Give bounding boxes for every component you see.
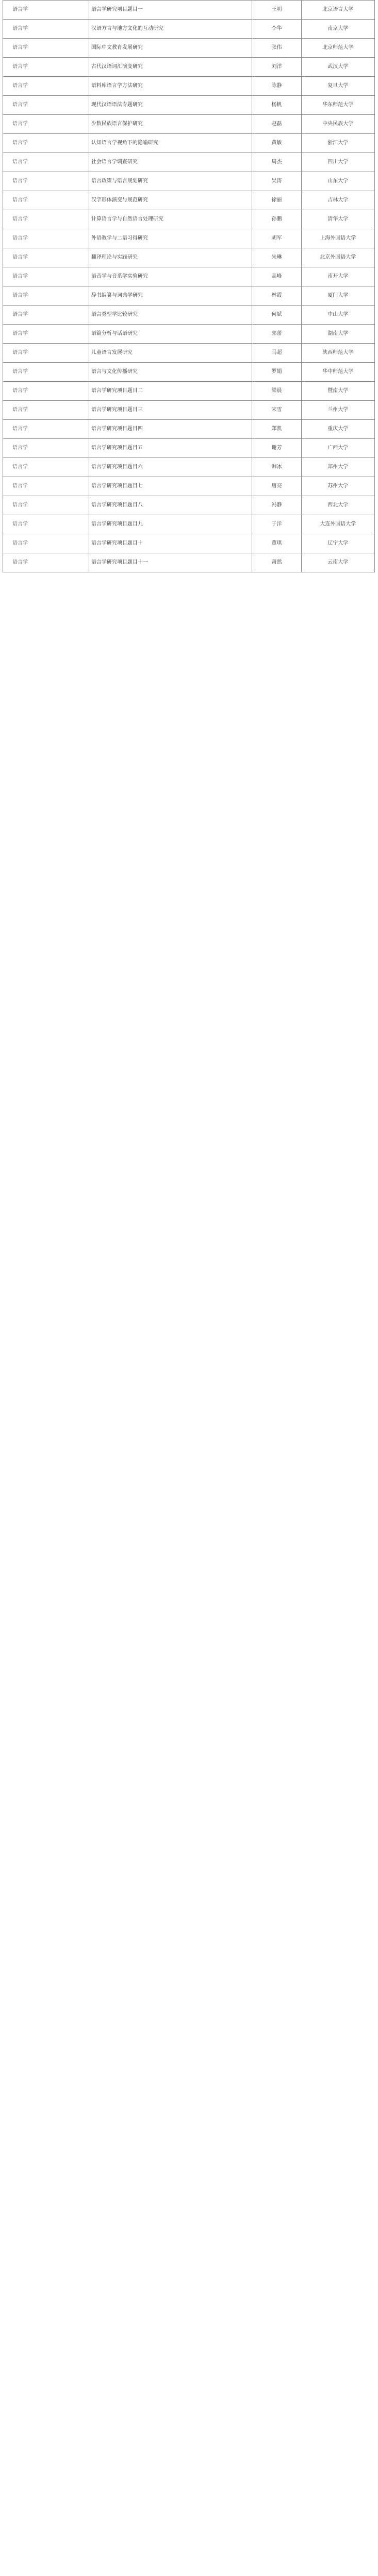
category-cell: 语言学 bbox=[3, 458, 89, 477]
table-row bbox=[3, 229, 375, 248]
project-title-cell: 语言学研究项目题目九 bbox=[89, 515, 252, 534]
principal-name-cell: 林霞 bbox=[252, 286, 301, 306]
principal-name-cell: 李华 bbox=[252, 20, 301, 39]
category-cell: 语言学 bbox=[3, 96, 89, 115]
institution-cell: 南京大学 bbox=[301, 20, 374, 39]
table-row bbox=[3, 401, 375, 420]
project-title-cell: 汉语方言与地方文化的互动研究 bbox=[89, 20, 252, 39]
document-page bbox=[3, 0, 375, 572]
table-row bbox=[3, 1, 375, 20]
institution-cell: 上海外国语大学 bbox=[301, 229, 374, 248]
institution-cell: 清华大学 bbox=[301, 210, 374, 229]
principal-name-cell: 周杰 bbox=[252, 153, 301, 172]
category-cell: 语言学 bbox=[3, 534, 89, 553]
table-row bbox=[3, 496, 375, 515]
table-row bbox=[3, 344, 375, 363]
principal-name-cell: 郭蕾 bbox=[252, 325, 301, 344]
principal-name-cell: 宋雪 bbox=[252, 401, 301, 420]
project-title-cell: 语言政策与语言规划研究 bbox=[89, 172, 252, 191]
institution-cell: 兰州大学 bbox=[301, 401, 374, 420]
institution-cell: 北京语言大学 bbox=[301, 1, 374, 20]
institution-cell: 苏州大学 bbox=[301, 477, 374, 496]
table-row bbox=[3, 115, 375, 134]
project-title-cell: 国际中文教育发展研究 bbox=[89, 39, 252, 58]
institution-cell: 广西大学 bbox=[301, 439, 374, 458]
category-cell: 语言学 bbox=[3, 420, 89, 439]
project-title-cell: 语言与文化传播研究 bbox=[89, 363, 252, 382]
table-row bbox=[3, 191, 375, 210]
table-row bbox=[3, 58, 375, 77]
project-title-cell: 语言学研究项目题目十一 bbox=[89, 553, 252, 572]
principal-name-cell: 黄敏 bbox=[252, 134, 301, 153]
table-body bbox=[3, 1, 375, 572]
institution-cell: 华中师范大学 bbox=[301, 363, 374, 382]
principal-name-cell: 唐亮 bbox=[252, 477, 301, 496]
category-cell: 语言学 bbox=[3, 1, 89, 20]
institution-cell: 重庆大学 bbox=[301, 420, 374, 439]
category-cell: 语言学 bbox=[3, 229, 89, 248]
principal-name-cell: 刘洋 bbox=[252, 58, 301, 77]
institution-cell: 北京外国语大学 bbox=[301, 248, 374, 267]
category-cell: 语言学 bbox=[3, 382, 89, 401]
category-cell: 语言学 bbox=[3, 477, 89, 496]
table-row bbox=[3, 458, 375, 477]
principal-name-cell: 董琪 bbox=[252, 534, 301, 553]
institution-cell: 湖南大学 bbox=[301, 325, 374, 344]
principal-name-cell: 张伟 bbox=[252, 39, 301, 58]
project-title-cell: 语言类型学比较研究 bbox=[89, 306, 252, 325]
project-title-cell: 语料库语言学方法研究 bbox=[89, 77, 252, 96]
principal-name-cell: 徐丽 bbox=[252, 191, 301, 210]
table-row bbox=[3, 515, 375, 534]
principal-name-cell: 萧然 bbox=[252, 553, 301, 572]
category-cell: 语言学 bbox=[3, 267, 89, 286]
table-row bbox=[3, 39, 375, 58]
table-row bbox=[3, 77, 375, 96]
institution-cell: 暨南大学 bbox=[301, 382, 374, 401]
institution-cell: 辽宁大学 bbox=[301, 534, 374, 553]
project-title-cell: 语言学研究项目题目八 bbox=[89, 496, 252, 515]
table-row bbox=[3, 439, 375, 458]
institution-cell: 中山大学 bbox=[301, 306, 374, 325]
category-cell: 语言学 bbox=[3, 20, 89, 39]
project-title-cell: 认知语言学视角下的隐喻研究 bbox=[89, 134, 252, 153]
project-title-cell: 语言学研究项目题目五 bbox=[89, 439, 252, 458]
category-cell: 语言学 bbox=[3, 134, 89, 153]
project-title-cell: 语言学研究项目题目二 bbox=[89, 382, 252, 401]
project-title-cell: 语言学研究项目题目六 bbox=[89, 458, 252, 477]
principal-name-cell: 梁晨 bbox=[252, 382, 301, 401]
table-row bbox=[3, 153, 375, 172]
category-cell: 语言学 bbox=[3, 553, 89, 572]
table-row bbox=[3, 420, 375, 439]
project-title-cell: 外语教学与二语习得研究 bbox=[89, 229, 252, 248]
table-row bbox=[3, 248, 375, 267]
institution-cell: 南开大学 bbox=[301, 267, 374, 286]
principal-name-cell: 马超 bbox=[252, 344, 301, 363]
principal-name-cell: 陈静 bbox=[252, 77, 301, 96]
project-title-cell: 语篇分析与话语研究 bbox=[89, 325, 252, 344]
category-cell: 语言学 bbox=[3, 363, 89, 382]
project-title-cell: 社会语言学调查研究 bbox=[89, 153, 252, 172]
category-cell: 语言学 bbox=[3, 401, 89, 420]
table-row bbox=[3, 325, 375, 344]
table-row bbox=[3, 172, 375, 191]
table-row bbox=[3, 134, 375, 153]
table-row bbox=[3, 96, 375, 115]
table-row bbox=[3, 363, 375, 382]
project-title-cell: 语言学研究项目题目三 bbox=[89, 401, 252, 420]
category-cell: 语言学 bbox=[3, 210, 89, 229]
category-cell: 语言学 bbox=[3, 115, 89, 134]
category-cell: 语言学 bbox=[3, 248, 89, 267]
table-row bbox=[3, 534, 375, 553]
category-cell: 语言学 bbox=[3, 325, 89, 344]
institution-cell: 西北大学 bbox=[301, 496, 374, 515]
project-title-cell: 儿童语言发展研究 bbox=[89, 344, 252, 363]
project-title-cell: 少数民族语言保护研究 bbox=[89, 115, 252, 134]
principal-name-cell: 吴涛 bbox=[252, 172, 301, 191]
category-cell: 语言学 bbox=[3, 58, 89, 77]
category-cell: 语言学 bbox=[3, 306, 89, 325]
institution-cell: 大连外国语大学 bbox=[301, 515, 374, 534]
project-title-cell: 语言学研究项目题目七 bbox=[89, 477, 252, 496]
institution-cell: 云南大学 bbox=[301, 553, 374, 572]
institution-cell: 郑州大学 bbox=[301, 458, 374, 477]
institution-cell: 四川大学 bbox=[301, 153, 374, 172]
category-cell: 语言学 bbox=[3, 39, 89, 58]
project-title-cell: 语言学研究项目题目四 bbox=[89, 420, 252, 439]
institution-cell: 武汉大学 bbox=[301, 58, 374, 77]
category-cell: 语言学 bbox=[3, 77, 89, 96]
project-title-cell: 现代汉语语法专题研究 bbox=[89, 96, 252, 115]
principal-name-cell: 冯静 bbox=[252, 496, 301, 515]
institution-cell: 北京师范大学 bbox=[301, 39, 374, 58]
institution-cell: 陕西师范大学 bbox=[301, 344, 374, 363]
principal-name-cell: 谢芳 bbox=[252, 439, 301, 458]
principal-name-cell: 韩冰 bbox=[252, 458, 301, 477]
principal-name-cell: 赵磊 bbox=[252, 115, 301, 134]
project-title-cell: 语言学研究项目题目十 bbox=[89, 534, 252, 553]
project-title-cell: 语言学研究项目题目一 bbox=[89, 1, 252, 20]
project-title-cell: 语音学与音系学实验研究 bbox=[89, 267, 252, 286]
project-title-cell: 汉字形体演变与规范研究 bbox=[89, 191, 252, 210]
principal-name-cell: 朱琳 bbox=[252, 248, 301, 267]
category-cell: 语言学 bbox=[3, 172, 89, 191]
principal-name-cell: 孙鹏 bbox=[252, 210, 301, 229]
institution-cell: 厦门大学 bbox=[301, 286, 374, 306]
table-row bbox=[3, 267, 375, 286]
principal-name-cell: 高峰 bbox=[252, 267, 301, 286]
project-title-cell: 翻译理论与实践研究 bbox=[89, 248, 252, 267]
project-title-cell: 计算语言学与自然语言处理研究 bbox=[89, 210, 252, 229]
institution-cell: 吉林大学 bbox=[301, 191, 374, 210]
table-row bbox=[3, 382, 375, 401]
principal-name-cell: 胡军 bbox=[252, 229, 301, 248]
institution-cell: 中央民族大学 bbox=[301, 115, 374, 134]
institution-cell: 复旦大学 bbox=[301, 77, 374, 96]
table-row bbox=[3, 306, 375, 325]
institution-cell: 华东师范大学 bbox=[301, 96, 374, 115]
table-row bbox=[3, 210, 375, 229]
principal-name-cell: 郑凯 bbox=[252, 420, 301, 439]
category-cell: 语言学 bbox=[3, 439, 89, 458]
table-row bbox=[3, 477, 375, 496]
project-title-cell: 辞书编纂与词典学研究 bbox=[89, 286, 252, 306]
project-title-cell: 古代汉语词汇演变研究 bbox=[89, 58, 252, 77]
category-cell: 语言学 bbox=[3, 191, 89, 210]
principal-name-cell: 罗娟 bbox=[252, 363, 301, 382]
table-row bbox=[3, 286, 375, 306]
principal-name-cell: 王明 bbox=[252, 1, 301, 20]
table-row bbox=[3, 553, 375, 572]
institution-cell: 山东大学 bbox=[301, 172, 374, 191]
category-cell: 语言学 bbox=[3, 153, 89, 172]
category-cell: 语言学 bbox=[3, 496, 89, 515]
category-cell: 语言学 bbox=[3, 515, 89, 534]
project-list-table bbox=[3, 0, 375, 572]
principal-name-cell: 于洋 bbox=[252, 515, 301, 534]
institution-cell: 浙江大学 bbox=[301, 134, 374, 153]
principal-name-cell: 杨帆 bbox=[252, 96, 301, 115]
table-row bbox=[3, 20, 375, 39]
category-cell: 语言学 bbox=[3, 286, 89, 306]
principal-name-cell: 何斌 bbox=[252, 306, 301, 325]
category-cell: 语言学 bbox=[3, 344, 89, 363]
